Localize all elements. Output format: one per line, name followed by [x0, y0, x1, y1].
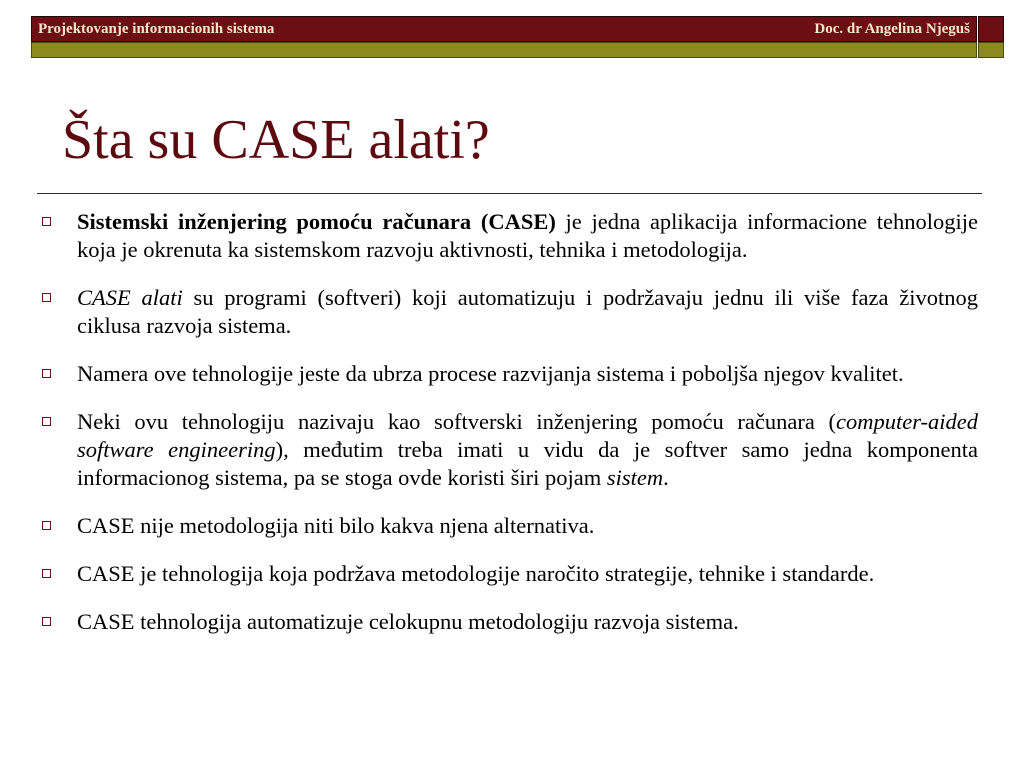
accent-corner-block: [978, 42, 1004, 58]
bullet-text: CASE tehnologija automatizuje celokupnu metodologiju razvoja sistema.: [77, 609, 739, 634]
bullet-text: Namera ove tehnologije jeste da ubrza procese razvijanja sistema i poboljša njegov kvalitet.: [77, 361, 904, 386]
square-bullet-icon: [42, 293, 51, 302]
bullet-text: su programi (softveri) koji automatizuju i podržavaju jednu ili više faza životnog ciklusa razvoja sistema.: [77, 285, 978, 338]
square-bullet-icon: [42, 369, 51, 378]
bullet-italic-term: computer-aided software engineering: [77, 409, 978, 462]
header-bar: [31, 16, 977, 42]
list-item: [40, 284, 978, 340]
list-item: [40, 208, 978, 264]
author-name: Doc. dr Angelina Njeguš: [814, 20, 970, 37]
bullet-text: Neki ovu tehnologiju nazivaju kao softverski inženjering pomoću računara (: [77, 409, 836, 434]
bullet-italic-term: sistem: [606, 465, 664, 490]
square-bullet-icon: [42, 217, 51, 226]
square-bullet-icon: [42, 569, 51, 578]
square-bullet-icon: [42, 521, 51, 530]
bullet-bold-term: Sistemski inženjering pomoću računara (CASE): [77, 209, 556, 234]
bullet-italic-term: CASE alati: [77, 285, 183, 310]
list-item: [40, 560, 978, 588]
list-item: [40, 608, 978, 636]
list-item: [40, 512, 978, 540]
square-bullet-icon: [42, 417, 51, 426]
slide-title: Šta su CASE alati?: [62, 109, 490, 171]
accent-strip: [31, 42, 977, 58]
bullet-text: je jedna aplikacija informacione tehnologije koja je okrenuta ka sistemskom razvoju aktivnosti, tehnika i metodologija.: [77, 209, 978, 262]
bullet-text: .: [663, 465, 669, 490]
course-title: Projektovanje informacionih sistema: [38, 20, 275, 37]
header-corner-block: [978, 16, 1004, 42]
title-divider: [37, 193, 982, 194]
bullet-list: [40, 208, 978, 656]
list-item: [40, 408, 978, 492]
list-item: [40, 360, 978, 388]
square-bullet-icon: [42, 617, 51, 626]
bullet-text: CASE je tehnologija koja podržava metodologije naročito strategije, tehnike i standarde.: [77, 561, 875, 586]
bullet-text: ), međutim treba imati u vidu da je softver samo jedna komponenta informacionog sistema, pa se stoga ovde koristi širi pojam: [77, 437, 978, 490]
bullet-text: CASE nije metodologija niti bilo kakva njena alternativa.: [77, 513, 595, 538]
